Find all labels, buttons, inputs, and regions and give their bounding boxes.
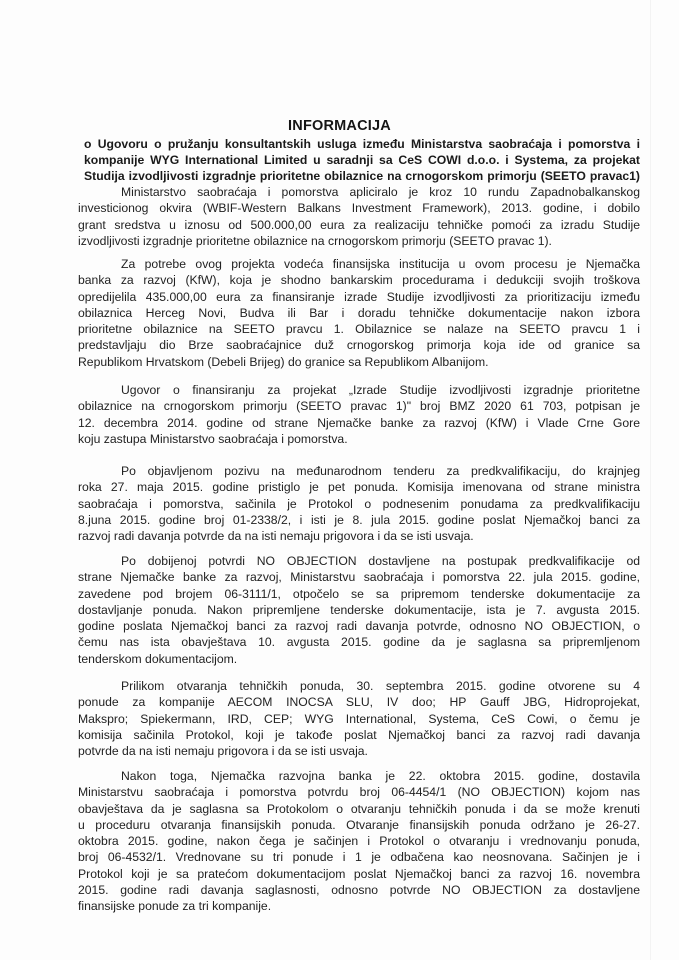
text-line: ponude za kompanije AECOM INOCSA SLU, IV doo; HP Gauff JBG, Hidroprojekat, [78,695,640,710]
text-line: Po objavljenom pozivu na međunarodnom tenderu za predkvalifikaciju, do krajnjeg [121,464,640,478]
text-line: Prilikom otvaranja tehničkih ponuda, 30. septembra 2015. godine otvorene su 4 [121,679,640,693]
text-line: potvrde da na isti nemaju prigovora i da se isti usvaja. [78,744,368,759]
text-line: Nakon toga, Njemačka razvojna banka je 22. oktobra 2015. godine, dostavila [121,769,640,783]
text-line: Ministarstvu saobraćaja i pomorstva potvrdu broj 06-4454/1 (NO OBJECTION) kojom nas [78,785,640,800]
text-line: komisija sačinila Protokol, koji je takođe poslat Njemačkoj banci za razvoj radi davanja [78,727,640,742]
page-edge-shadow [650,0,651,960]
text-line: čemu nas ista obavještava 10. avgusta 2015. godine da je saglasna sa pripremljenom [78,635,640,650]
text-line: obavještava da je saglasna sa Protokolom o otvaranju tehničkih ponuda i da se može krenuti [78,801,640,816]
text-line: Ugovor o finansiranju za projekat „Izrade Studije izvodljivosti izgradnje prioritetne [121,383,640,397]
text-line: Republikom Hrvatskom (Debeli Brijeg) do granice sa Republikom Albanijom. [78,354,489,369]
text-line: 8.juna 2015. godine broj 01-2338/2, i isti je 8. jula 2015. godine poslat Njemačkoj banci za [78,512,640,527]
text-line: Po dobijenoj potvrdi NO OBJECTION dostavljene na postupak predkvalifikacije od [121,554,640,568]
text-line: strane Njemačke banke za razvoj, Ministarstvu saobraćaja i pomorstva 22. jula 2015. godine, [78,570,640,585]
paragraph-financial-bids [78,768,640,915]
text-line: broj 06-4532/1. Vrednovane su tri ponude i 1 je odbačena kao neosnovana. Sačinjen je i [78,850,640,865]
text-line: predstavljaju dio Brze saobraćajnice duž crnogorskog primorja koja ide od granice sa [78,338,640,353]
text-line: 2015. godine radi davanja saglasnosti, odnosno potvrde NO OBJECTION za dostavljene [78,883,640,898]
text-line: prioritetne obilaznice na SEETO pravcu 1. Obilaznice se nalaze na SEETO pravcu 1 i [78,322,640,337]
paragraph-financing-agreement [78,382,640,447]
paragraph-prequalification [78,463,640,544]
subtitle-line: Studija izvodljivosti izgradnje prioritetne obilaznice na crnogorskom primorju (SEETO pravac1) [84,169,640,184]
text-line: Za potrebe ovog projekta vodeća finansijska institucija u ovom procesu je Njemačka [121,257,640,271]
text-line: Protokol koji je sa pratećom dokumentacijom poslat Njemačkoj banci za razvoj 16. novembra [78,866,640,881]
text-line: zavedene pod brojem 06-3111/1, otpočelo se sa pripremom tenderske dokumentacije za [78,586,640,601]
document-title: INFORMACIJA [288,118,391,134]
text-line: opredijelila 435.000,00 eura za finansiranje izrade Studije izvodljivosti za prioritizaciju između [78,289,640,304]
paragraph-technical-bids [78,678,640,759]
paragraph-tender-documentation [78,553,640,667]
text-line: Ministarstvo saobraćaja i pomorstva apliciralo je kroz 10 rundu Zapadnobalkanskog [121,185,640,199]
text-line: grant sredstva u iznosu od 500.000,00 eura za realizaciju tehničke pomoći za izradu Studije [78,217,640,232]
text-line: oktobra 2015. godine, nakon čega je sačinjen i Protokol o otvaranju i vrednovanju ponuda, [78,834,640,849]
text-line: roka 27. maja 2015. godine pristiglo je pet ponuda. Komisija imenovana od strane ministra [78,480,640,495]
subtitle-line: o Ugovoru o pružanju konsultantskih usluga između Ministarstva saobraćaja i pomorstva i [84,137,640,151]
text-line: razvoj radi davanja potvrde da na isti nemaju prigovora i da se isti usvaja. [78,529,474,544]
text-line: u proceduru otvaranja finansijskih ponuda. Otvaranje finansijskih ponuda održano je 26-27. [78,817,640,832]
text-line: banka za razvoj (KfW), koja je shodno bankarskim procedurama i dedukciji svojih troškova [78,273,640,288]
text-line: saobraćaja i pomorstva, sačinila je Protokol o podnesenim ponudama za predkvalifikaciju [78,496,640,511]
text-line: izvodljivosti izgradnje prioritetne obilaznice na crnogorskom primorju (SEETO pravac 1). [78,233,552,248]
text-line: investicionog okvira (WBIF-Western Balkans Investment Framework), 2013. godine, i dobilo [78,201,640,216]
text-line: tenderskom dokumentacijom. [78,651,238,666]
document-subtitle [84,136,640,185]
paragraph-kfw-financing [78,256,640,370]
text-line: koju zastupa Ministarstvo saobraćaja i pomorstva. [78,431,348,446]
text-line: 12. decembra 2014. godine od strane Njemačke banke za razvoj (KfW) i Vlade Crne Gore [78,415,640,430]
text-line: godine poslata Njemačkoj banci za razvoj radi davanja potvrde, odnosno NO OBJECTION, o [78,619,640,634]
text-line: dostavljanje ponuda. Nakon pripremljene tenderske dokumentacije, ista je 7. avgusta 2015. [78,602,640,617]
text-line: obilaznica Herceg Novi, Budva ili Bar i doradu tehničke dokumentacije nakon izbora [78,305,640,320]
paragraph-wbif-grant [78,184,640,249]
text-line: Makspro; Spiekermann, IRD, CEP; WYG International, Systema, CeS Cowi, o čemu je [78,711,640,726]
text-line: obilaznice na crnogorskom primorju (SEETO pravac 1)" broj BMZ 2020 61 703, potpisan je [78,399,640,414]
text-line: finansijske ponude za tri kompanije. [78,899,272,914]
subtitle-line: kompanije WYG International Limited u saradnji sa CeS COWI d.o.o. i Systema, za projekat [84,153,640,168]
